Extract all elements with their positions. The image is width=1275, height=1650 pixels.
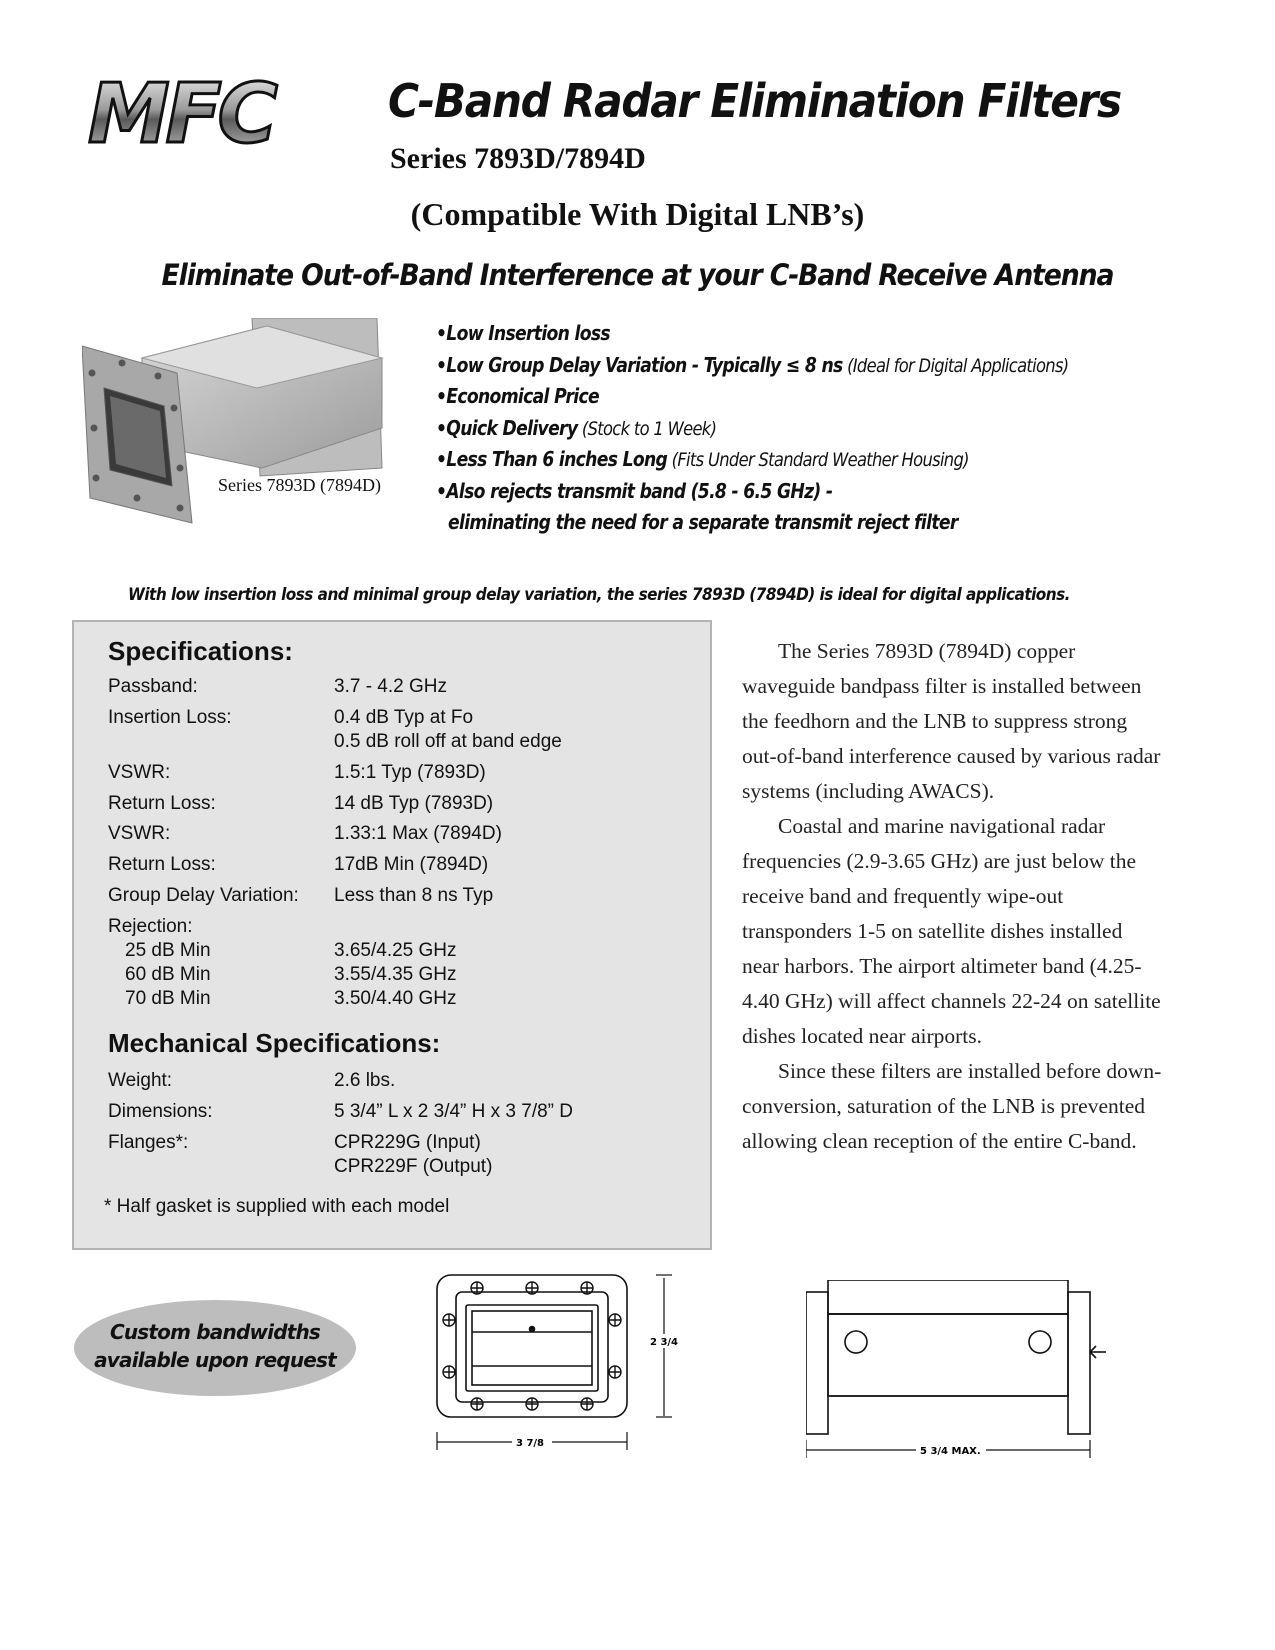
mech-row: Flanges*: CPR229G (Input) [108, 1132, 481, 1153]
side-length-label: 5 3/4 MAX. [920, 1446, 981, 1457]
feature-item: •Low Insertion loss [436, 321, 610, 345]
spec-row: Return Loss: 14 dB Typ (7893D) [108, 793, 494, 814]
custom-bandwidth-text [74, 1318, 356, 1374]
description-paragraph: Coastal and marine navigational radar frequencies (2.9-3.65 GHz) are just below the receive band and frequently wipe-out transponders 1-5 on satellite dishes installed near harbors. The airport altimeter band (4.25-4.40 GHz) will affect channels 22-24 on satellite dishes located near airports. [742, 814, 1161, 1048]
product-photo [82, 318, 402, 528]
spec-row: 0.5 dB roll off at band edge [334, 731, 562, 752]
flange-drawing [432, 1270, 722, 1460]
spec-row: Return Loss: 17dB Min (7894D) [108, 854, 489, 875]
mech-row: CPR229F (Output) [334, 1156, 493, 1177]
flange-width-label: 3 7/8 [516, 1438, 545, 1449]
spec-row: 60 dB Min 3.55/4.35 GHz [125, 964, 457, 985]
feature-item: •Low Group Delay Variation - Typically ≤ 8 ns (Ideal for Digital Applications) [436, 352, 1069, 377]
series-subtitle: Series 7893D/7894D [390, 142, 646, 175]
page-title: C-Band Radar Elimination Filters [388, 74, 1121, 128]
tagline: Eliminate Out-of-Band Interference at your C-Band Receive Antenna [161, 258, 1114, 292]
spec-row: Insertion Loss: 0.4 dB Typ at Fo [108, 707, 474, 728]
description-paragraph: The Series 7893D (7894D) copper waveguide bandpass filter is installed between the feedhorn and the LNB to suppress strong out-of-band interference caused by various radar systems (including AWACS). [742, 639, 1161, 803]
flange-height-label: 2 3/4 [650, 1337, 679, 1348]
feature-item: eliminating the need for a separate transmit reject filter [448, 510, 958, 534]
spec-footnote: * Half gasket is supplied with each model [104, 1196, 450, 1217]
spec-row: Rejection: [108, 916, 193, 937]
description-paragraph: Since these filters are installed before down-conversion, saturation of the LNB is prevented allowing clean reception of the entire C-band. [742, 1059, 1162, 1153]
spec-row: Group Delay Variation: Less than 8 ns Typ [108, 885, 494, 906]
spec-row: Passband: 3.7 - 4.2 GHz [108, 676, 447, 697]
spec-row: VSWR: 1.33:1 Max (7894D) [108, 823, 502, 844]
spec-row: 70 dB Min 3.50/4.40 GHz [125, 988, 457, 1009]
mech-row: Dimensions: 5 3/4” L x 2 3/4” H x 3 7/8” D [108, 1101, 574, 1122]
mechanical-heading: Mechanical Specifications: [108, 1028, 441, 1058]
specifications-box [72, 620, 712, 1250]
custom-line: available upon request [94, 1348, 336, 1372]
photo-caption: Series 7893D (7894D) [218, 475, 381, 495]
description [742, 634, 1162, 1159]
ideal-statement: With low insertion loss and minimal group delay variation, the series 7893D (7894D) is ideal for digital applications. [128, 585, 1070, 605]
feature-item: •Also rejects transmit band (5.8 - 6.5 GHz) - [436, 478, 833, 503]
feature-item: •Quick Delivery (Stock to 1 Week) [436, 415, 717, 440]
mech-row: Weight: 2.6 lbs. [108, 1070, 396, 1091]
feature-list [436, 318, 1256, 539]
custom-line: Custom bandwidths [109, 1320, 321, 1344]
spec-row: VSWR: 1.5:1 Typ (7893D) [108, 762, 486, 783]
specifications-heading: Specifications: [108, 636, 293, 666]
side-drawing [806, 1280, 1126, 1465]
feature-item: •Less Than 6 inches Long (Fits Under Standard Weather Housing) [436, 447, 969, 471]
logo-text: MFC [88, 76, 274, 152]
mfc-logo [82, 76, 352, 152]
compatibility-note: (Compatible With Digital LNB’s) [410, 196, 865, 232]
feature-item: •Economical Price [436, 384, 599, 408]
spec-row: 25 dB Min 3.65/4.25 GHz [125, 940, 457, 961]
